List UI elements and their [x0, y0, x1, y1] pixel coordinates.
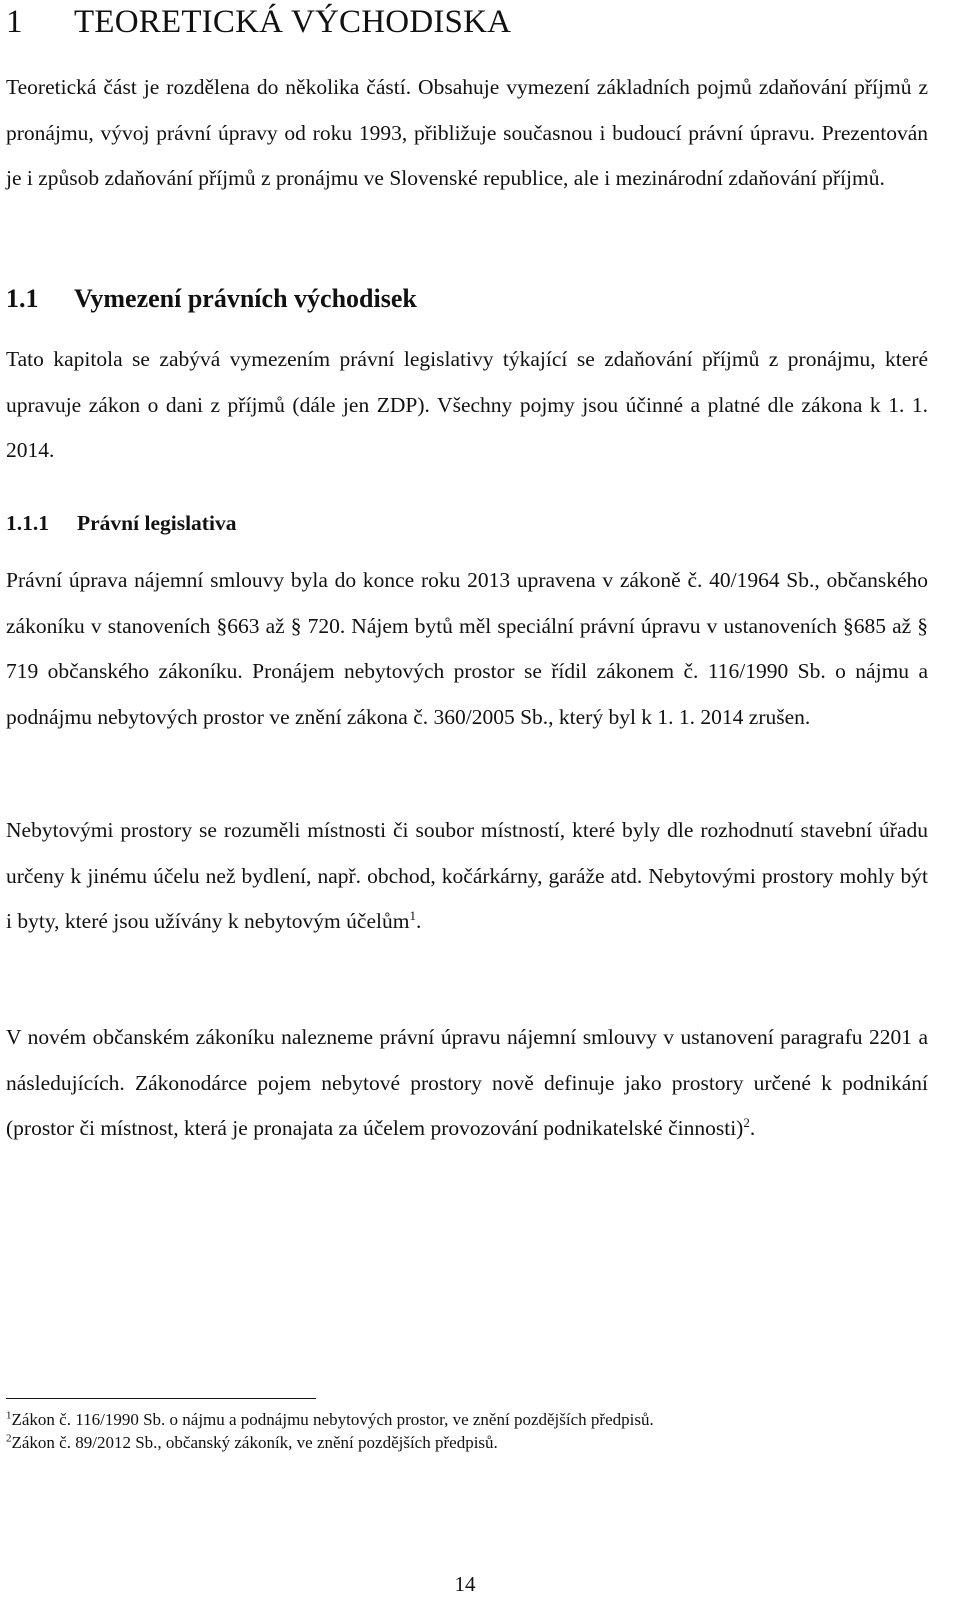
section-heading [6, 282, 417, 316]
footnote-2 [6, 1432, 946, 1454]
non-residential-paragraph [6, 808, 928, 945]
footnote-mark: 2 [6, 1432, 12, 1445]
intro-paragraph: Teoretická část je rozdělena do několika částí. Obsahuje vymezení základních pojmů zdaňování příjmů z pronájmu, vývoj právní úpravy od roku 1993, přibližuje současnou i budoucí právní úpravu. Prezentován je i způsob zdaňování příjmů z pronájmu ve Slovenské republice, ale i mezinárodní zdaňování příjmů. [6, 75, 928, 190]
section-number: 1.1 [6, 284, 39, 313]
page-number: 14 [454, 1572, 476, 1596]
section-paragraph: Tato kapitola se zabývá vymezením právní legislativy týkající se zdaňování příjmů z pronájmu, které upravuje zákon o dani z příjmů (dále jen ZDP). Všechny pojmy jsou účinné a platné dle zákona k 1. 1. 2014. [6, 347, 928, 462]
legislation-paragraph: Právní úprava nájemní smlouvy byla do konce roku 2013 upravena v zákoně č. 40/1964 Sb., občanského zákoníku v stanoveních §663 až § 720. Nájem bytů měl speciální právní úpravu v ustanoveních §685 až § 719 občanského zákoníku. Pronájem nebytových prostor se řídil zákonem č. 116/1990 Sb. o nájmu a podnájmu nebytových prostor ve znění zákona č. 360/2005 Sb., který byl k 1. 1. 2014 zrušen. [6, 568, 928, 729]
footnote-ref: 1 [409, 907, 416, 923]
subsection-heading [6, 508, 236, 538]
section-title: Vymezení právních východisek [74, 284, 417, 313]
chapter-number: 1 [6, 4, 23, 40]
chapter-title: TEORETICKÁ VÝCHODISKA [74, 4, 512, 40]
subsection-title: Právní legislativa [77, 511, 237, 535]
footnote-separator [6, 1398, 316, 1399]
chapter-heading [6, 2, 511, 42]
footnote-ref: 2 [743, 1114, 750, 1130]
footnote-text: Zákon č. 89/2012 Sb., občanský zákoník, ve znění pozdějších předpisů. [11, 1433, 498, 1452]
footnote-text: Zákon č. 116/1990 Sb. o nájmu a podnájmu nebytových prostor, ve znění pozdějších předpisů. [11, 1410, 654, 1429]
paragraph-text: V novém občanském zákoníku nalezneme právní úpravu nájemní smlouvy v ustanovení paragrafu 2201 a následujících. Zákonodárce pojem nebytové prostory nově definuje jako prostory určené k podnikání (prostor či místnost, která je pronajata za účelem provozování podnikatelské činnosti) [6, 1025, 928, 1140]
new-code-paragraph [6, 1015, 928, 1152]
subsection-number: 1.1.1 [6, 511, 49, 535]
footnote-1 [6, 1409, 946, 1431]
footnote-mark: 1 [6, 1409, 12, 1422]
paragraph-end: . [415, 909, 422, 933]
paragraph-text: Nebytovými prostory se rozuměli místnosti či soubor místností, které byly dle rozhodnutí stavební úřadu určeny k jinému účelu než bydlení, např. obchod, kočárkárny, garáže atd. Nebytovými prostory mohly být i byty, které jsou užívány k nebytovým účelům [6, 818, 928, 933]
paragraph-end: . [749, 1116, 756, 1140]
